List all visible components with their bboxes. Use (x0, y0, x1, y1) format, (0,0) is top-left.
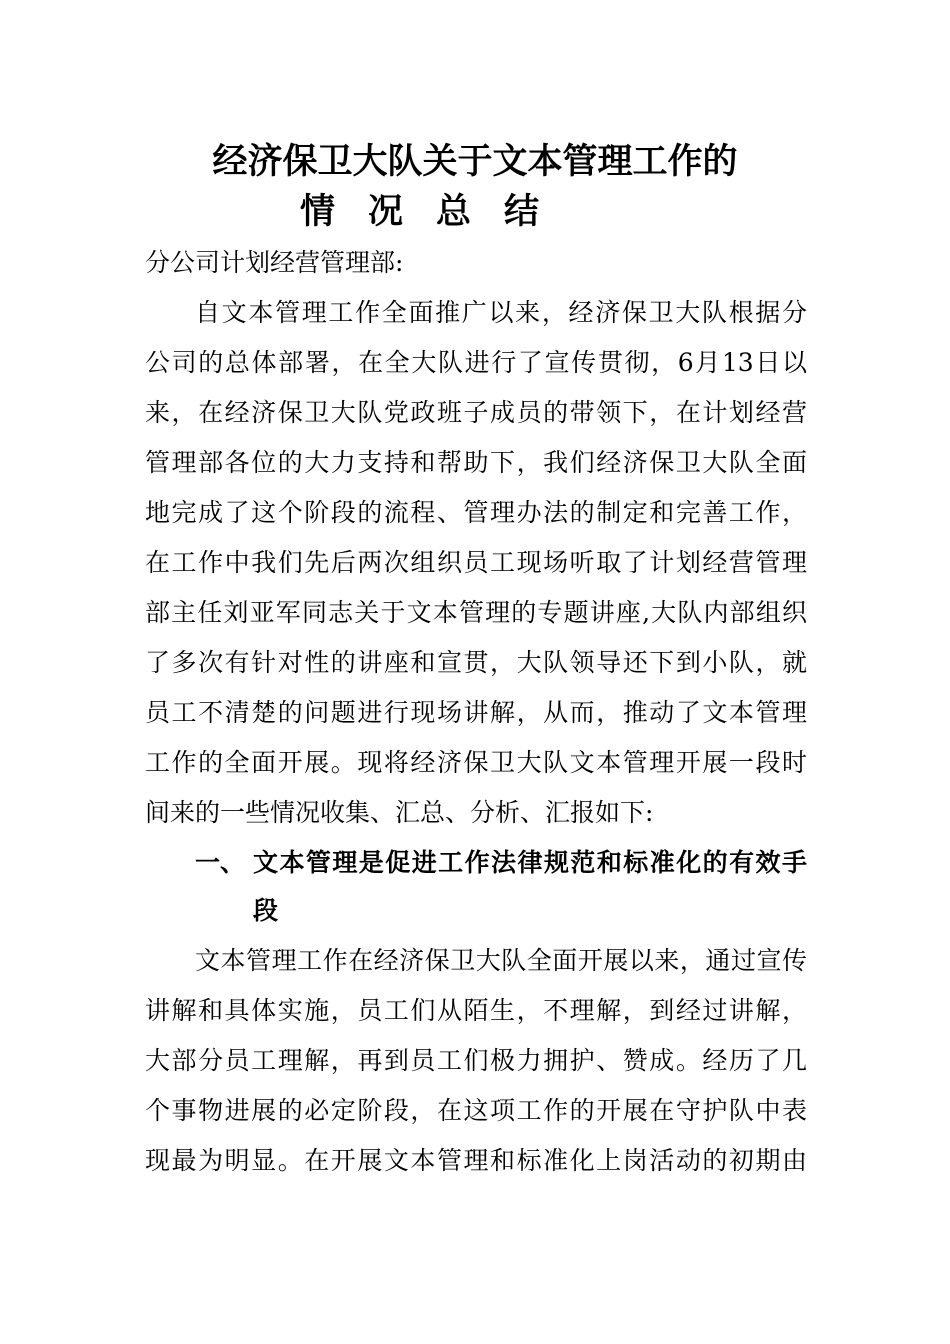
paragraph-1-line: 公司的总体部署，在全大队进行了宣传贯彻，6月13日以 (145, 348, 807, 377)
paragraph-2-line: 大部分员工理解，再到员工们极力拥护、赞成。经历了几 (145, 1046, 807, 1075)
section-heading-line: 段 (253, 896, 279, 925)
paragraph-1-line: 部主任刘亚军同志关于文本管理的专题讲座,大队内部组织 (145, 598, 807, 627)
paragraph-2-line: 讲解和具体实施，员工们从陌生，不理解，到经过讲解， (145, 996, 807, 1025)
paragraph-1-line: 管理部各位的大力支持和帮助下，我们经济保卫大队全面 (145, 448, 807, 477)
paragraph-1-line: 地完成了这个阶段的流程、管理办法的制定和完善工作， (145, 498, 807, 527)
paragraph-1-line: 自文本管理工作全面推广以来，经济保卫大队根据分 (195, 298, 807, 327)
paragraph-1-line: 了多次有针对性的讲座和宣贯，大队领导还下到小队，就 (145, 648, 807, 677)
paragraph-1-line: 间来的一些情况收集、汇总、分析、汇报如下: (145, 798, 654, 827)
salutation: 分公司计划经营管理部: (145, 248, 404, 277)
document-title-line-1: 经济保卫大队关于文本管理工作的 (212, 142, 738, 182)
paragraph-2-line: 个事物进展的必定阶段，在这项工作的开展在守护队中表 (145, 1096, 807, 1125)
paragraph-1-line: 员工不清楚的问题进行现场讲解，从而，推动了文本管理 (145, 698, 807, 727)
paragraph-2-line: 文本管理工作在经济保卫大队全面开展以来，通过宣传 (195, 946, 807, 975)
paragraph-1-line: 工作的全面开展。现将经济保卫大队文本管理开展一段时 (145, 748, 807, 777)
paragraph-1-line: 在工作中我们先后两次组织员工现场听取了计划经营管理 (145, 548, 807, 577)
section-heading-line: 文本管理是促进工作法律规范和标准化的有效手 (253, 848, 807, 877)
paragraph-1-line: 来，在经济保卫大队党政班子成员的带领下，在计划经营 (145, 398, 807, 427)
document-title-line-2: 情况总结 (300, 192, 573, 232)
section-heading-number: 一、 (195, 848, 246, 877)
paragraph-2-line: 现最为明显。在开展文本管理和标准化上岗活动的初期由 (145, 1146, 807, 1175)
